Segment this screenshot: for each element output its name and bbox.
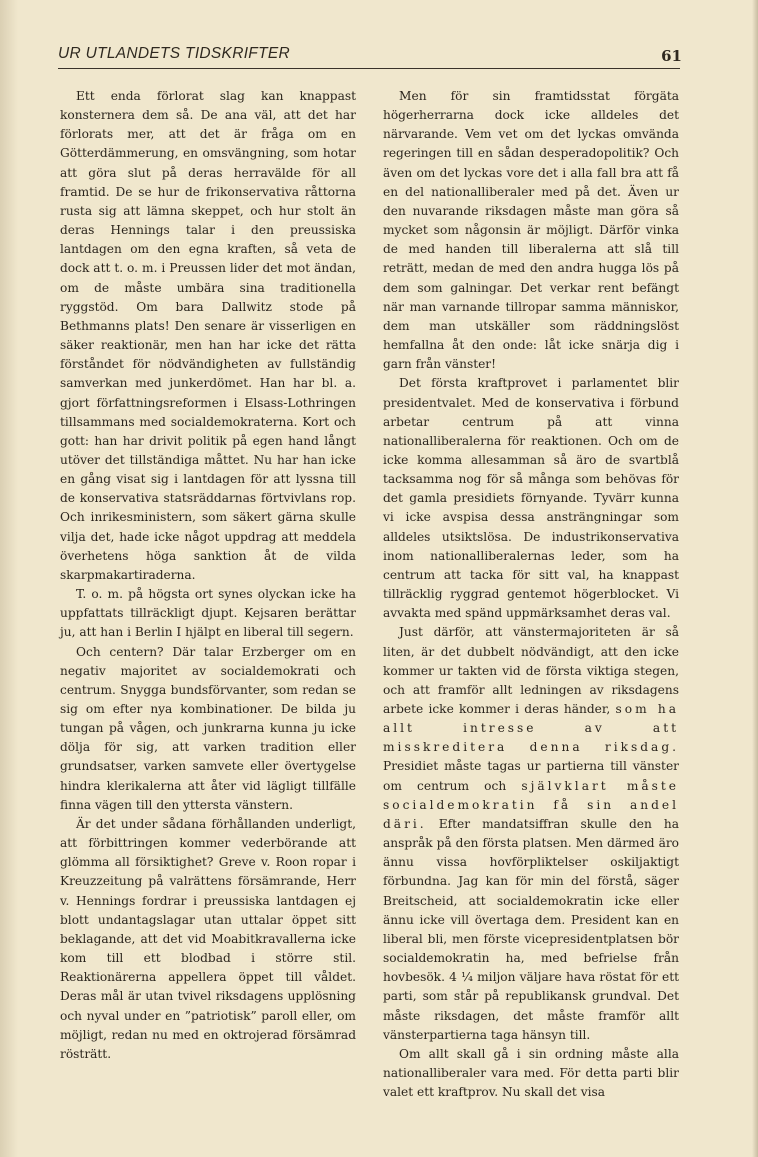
paragraph: Det första kraftprovet i parlamentet blir presidentvalet. Med de konservativa i förbund arbetar centrum på att vinna nationalliberalerna för reaktionen. Och om de icke komma allesamman så äro de svartblå tacksamma nog för så många som behövas för det gamla presidiets förnyande. Tyvärr kunna vi icke avspisa dessa ansträngningar som alldeles utsiktslösa. De industrikonservativa inom nationalliberalernas leder, som ha centrum att tacka för sitt val, ha knappast tillräcklig ryggrad gentemot högerblocket. Vi avvakta med spänd uppmärksamhet deras val. bbox=[383, 376, 679, 621]
emphasized-text: självklart måste socialdemokratin få sin andel däri. bbox=[383, 778, 680, 831]
paragraph: Och centern? Där talar Erzberger om en negativ majoritet av socialdemokrati och centrum. Snygga bundsförvanter, som redan se sig om efter nya kombinationer. De bilda ju tungan på vågen, och junkrarna kunna ju icke dölja för sig, att varken tradition eller grundsatser, varken samvete eller övertygelse hindra klerikalerna att åter vid lägligt tillfälle finna vägen till den yttersta vänstern. bbox=[60, 644, 356, 812]
paragraph bbox=[383, 623, 679, 1044]
page-edge-shading-right bbox=[752, 0, 758, 1157]
paragraph-text: Efter mandatsiffran skulle den ha anspråk på den första platsen. Men därmed äro ännu vissa hovförpliktelser oskiljaktigt förbundna. Jag kan för min del förstå, säger Breitscheid, att socialdemokratin icke eller ännu icke vill övertaga dem. President kan en liberal bli, men förste vicepresidentplatsen bör socialdemokratin ha, med befrielse från hovbesök. 4 ¼ miljon väljare hava röstat för ett parti, som står på republikansk grundval. Det måste riksdagen, det måste framför allt vänsterpartierna taga hänsyn till. bbox=[383, 816, 679, 1042]
emphasized-text: som ha allt intresse av att misskreditera denna riksdag. bbox=[383, 702, 679, 755]
left-column bbox=[60, 87, 356, 1064]
header-rule bbox=[58, 68, 680, 69]
paragraph-text: Presidiet måste tagas ur partierna till vänster om centrum och bbox=[383, 759, 679, 793]
paragraph: Ett enda förlorat slag kan knappast konsternera dem så. De ana väl, att det har förlorats mer, att det är fråga om en Götterdämmerung, en omsvängning, som hotar att göra slut på deras herravälde för all framtid. De se hur de frikonservativa råttorna rusta sig att lämna skeppet, och hur stolt än deras Hennings talar i den preussiska lantdagen om den egna kraften, så veta de dock att t. o. m. i Preussen lider det mot ändan, om de måste umbära sina traditionella ryggstöd. Om bara Dallwitz stode på Bethmanns plats! Den senare är visserligen en säker reaktionär, men han har icke det rätta förståndet för nödvändigheten av fullständig samverkan med junkerdömet. Han har bl. a. gjort författningsreformen i Elsass-Lothringen tillsammans med socialdemokraterna. Kort och gott: han har drivit politik på egen hand långt utöver det tillständiga måttet. Nu har han icke en gång visat sig i lantdagen för att lyssna till de konservativa statsräddarnas förtvivlans rop. Och inrikesministern, som säkert gärna skulle vilja det, hade icke något uppdrag att meddela överhetens höga sanktion åt de vilda skarpmakartiraderna. bbox=[60, 89, 356, 582]
page-number: 61 bbox=[661, 47, 682, 65]
right-column bbox=[383, 87, 679, 1102]
paragraph: Men för sin framtidsstat förgäta högerherrarna dock icke alldeles det närvarande. Vem vet om det lyckas omvända regeringen till en sådan desperadopolitik? Och även om det lyckas vore det i alla fall bra att få en del nationalliberaler med på det. Även ur den nuvarande riksdagen måste man göra så mycket som någonsin är möjligt. Därför vinka de med handen till liberalerna att slå till reträtt, medan de med den andra hugga lös på dem som galningar. Det verkar rent befängt när man varnande tillropar samma människor, dem man utskäller som räddningslöst hemfallna åt den onde: låt icke snärja dig i garn från vänster! bbox=[383, 89, 679, 372]
paragraph: Är det under sådana förhållanden underligt, att förbittringen kommer vederbörande att glömma all försiktighet? Greve v. Roon ropar i Kreuzzeitung på valrättens försämrande, Herr v. Hennings fordrar i preussiska lantdagen ej blott undantagslagar utan uttalar öppet sitt beklagande, att det vid Moabitkravallerna icke kom till ett blodbad i större stil. Reaktionärerna appellera öppet till våldet. Deras mål är utan tvivel riksdagens upplösning och nyval under en ”patriotisk” paroll eller, om möjligt, redan nu med en oktrojerad försämrad rösträtt. bbox=[60, 816, 356, 1061]
paragraph: T. o. m. på högsta ort synes olyckan icke ha uppfattats tillräckligt djupt. Kejsaren berättar ju, att han i Berlin I hjälpt en liberal till segern. bbox=[60, 587, 356, 640]
page-edge-shading-left bbox=[0, 0, 18, 1157]
paragraph-text: Just därför, att vänstermajoriteten är så liten, är det dubbelt nödvändigt, att den icke kommer ur takten vid de första viktiga stegen, och att framför allt ledningen av riksdagens arbete icke kommer i deras händer, bbox=[383, 625, 679, 716]
running-title: UR UTLANDETS TIDSKRIFTER bbox=[58, 45, 290, 62]
paragraph: Om allt skall gå i sin ordning måste alla nationalliberaler vara med. För detta parti blir valet ett kraftprov. Nu skall det visa bbox=[383, 1046, 679, 1100]
page-header bbox=[58, 45, 682, 67]
